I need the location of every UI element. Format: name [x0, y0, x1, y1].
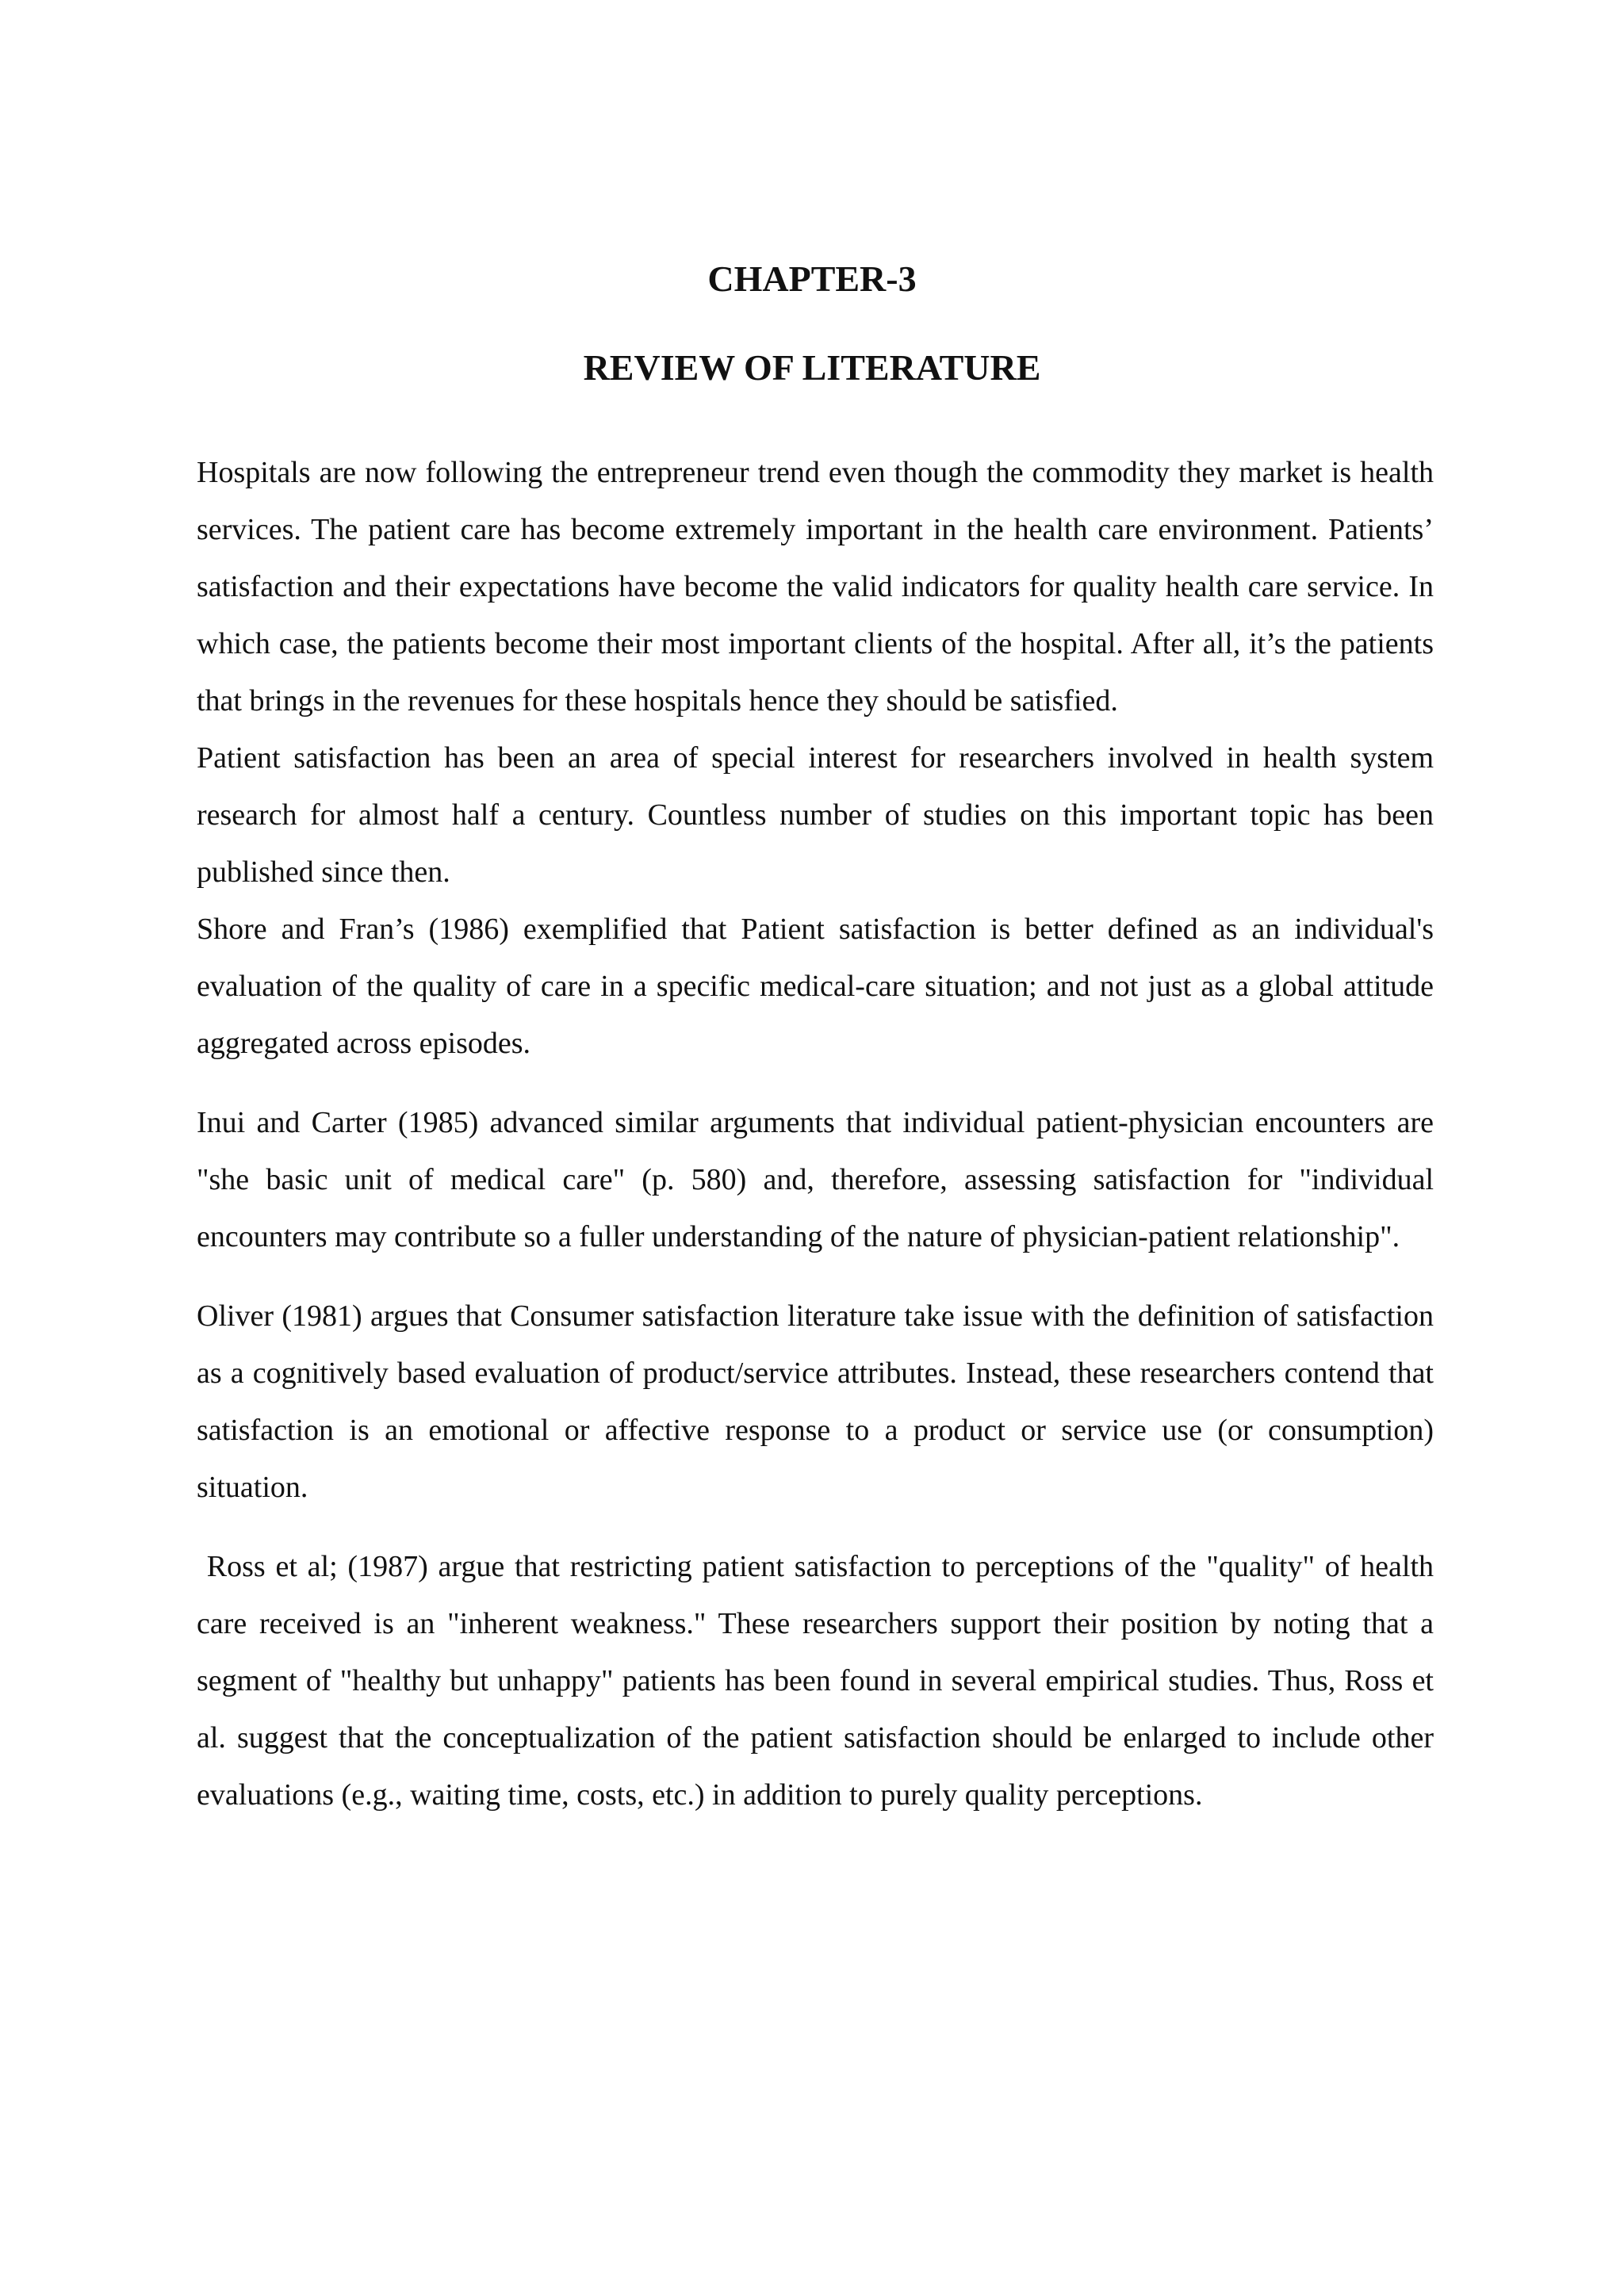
chapter-number: CHAPTER-3 [707, 258, 917, 299]
paragraph-intro: Hospitals are now following the entrepreneur trend even though the commodity they market is health services. The patient care has become extremely important in the health care environment. Patients’ satisfaction and their expectations have become the valid indicators for quality health care service. In which case, the patients become their most important clients of the hospital. After all, it’s the patients that brings in the revenues for these hospitals hence they should be satisfied. [197, 456, 1434, 718]
body-text [197, 444, 1442, 1823]
paragraph-patient-satisfaction: Patient satisfaction has been an area of special interest for researchers involved in health system research for almost half a century. Countless number of studies on this important topic has been published since then. [197, 741, 1434, 889]
chapter-heading [0, 255, 1624, 392]
chapter-title: REVIEW OF LITERATURE [583, 347, 1041, 388]
paragraph-inui-and-carter: Inui and Carter (1985) advanced similar arguments that individual patient-physician encounters are "she basic unit of medical care" (p. 580) and, therefore, assessing satisfaction for "individual encounters may contribute so a fuller understanding of the nature of physician-patient relationship". [197, 1106, 1434, 1253]
paragraph-oliver: Oliver (1981) argues that Consumer satisfaction literature take issue with the definition of satisfaction as a cognitively based evaluation of product/service attributes. Instead, these researchers contend that satisfaction is an emotional or affective response to a product or service use (or consumption) situation. [197, 1299, 1434, 1504]
paragraph-shore-and-fran: Shore and Fran’s (1986) exemplified that Patient satisfaction is better defined as an individual's evaluation of the quality of care in a specific medical-care situation; and not just as a global attitude aggregated across episodes. [197, 913, 1434, 1060]
paragraph-ross-et-al: Ross et al; (1987) argue that restricting patient satisfaction to perceptions of the "quality" of health care received is an "inherent weakness." These researchers support their position by noting that a segment of "healthy but unhappy" patients has been found in several empirical studies. Thus, Ross et al. suggest that the conceptualization of the patient satisfaction should be enlarged to include other evaluations (e.g., waiting time, costs, etc.) in addition to purely quality perceptions. [197, 1550, 1442, 1812]
